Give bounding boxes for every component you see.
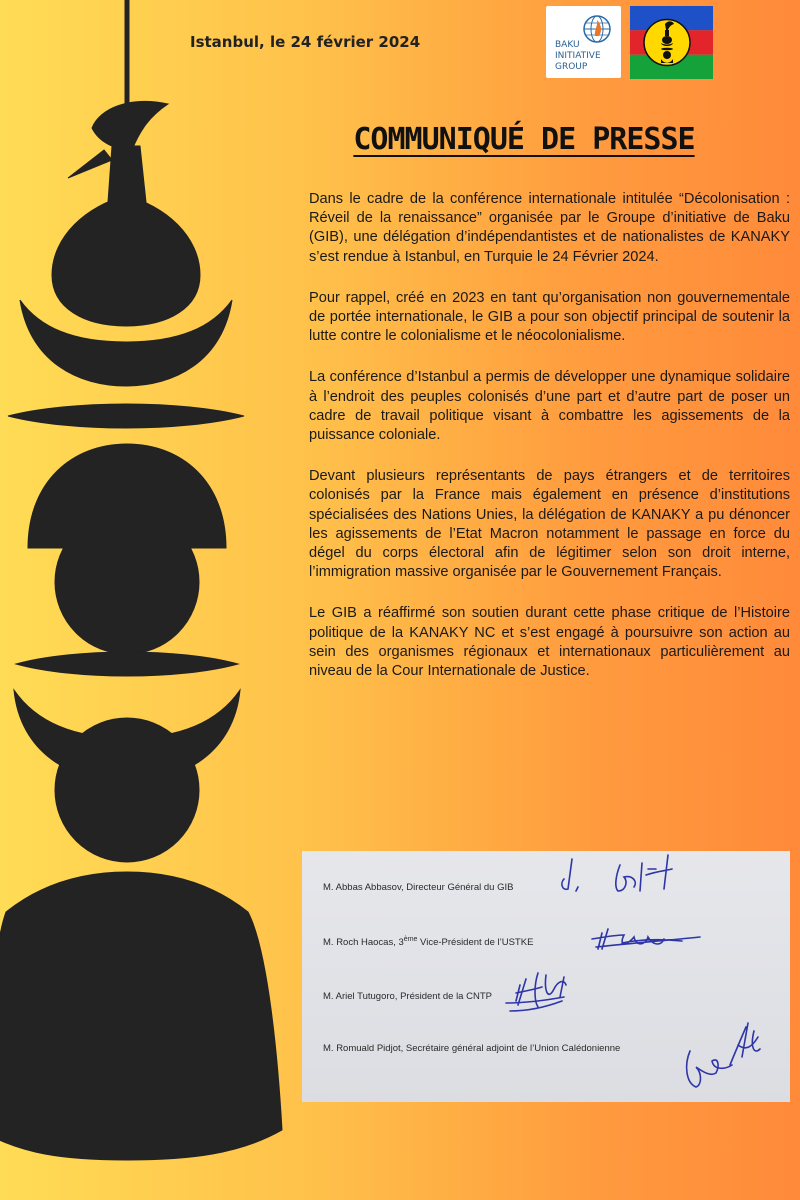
signatory-tutugoro: M. Ariel Tutugoro, Président de la CNTP [323, 991, 492, 1002]
handwritten-signatures [302, 851, 790, 1102]
signatory-haocas: M. Roch Haocas, 3ème Vice-Président de l’USTKE [323, 936, 534, 949]
signatory-pidjot: M. Romuald Pidjot, Secrétaire général adjoint de l’Union Calédonienne [323, 1043, 621, 1054]
page-title: COMMUNIQUÉ DE PRESSE [353, 122, 695, 157]
signature-abbasov [562, 855, 672, 891]
signature-panel [302, 851, 790, 1102]
gib-logo-text: BAKU INITIATIVE GROUP [555, 40, 601, 72]
kanaky-flag [630, 6, 713, 79]
paragraph-2: Pour rappel, créé en 2023 en tant qu’organisation non gouvernementale de portée internationale, le GIB a pour son objectif principal de soutenir la lutte contre le colonialisme et le néocolonialisme. [309, 289, 790, 345]
signature-tutugoro [506, 973, 566, 1011]
signature-haocas [592, 929, 700, 949]
paragraph-5: Le GIB a réaffirmé son soutien durant cette phase critique de l’Histoire politique de la KANAKY NC et s’est engagé à poursuivre son action au sein des organismes régionaux et internationaux particulièrement au niveau de la Cour Internationale de Justice. [309, 605, 790, 680]
paragraph-3: La conférence d’Istanbul a permis de développer une dynamique solidaire à l’endroit des peuples colonisés d’une part et d’autre part de poser un cadre de travail politique visant à combattre les agissements de la puissance coloniale. [309, 369, 790, 444]
fleche-faitiere-silhouette [0, 0, 300, 1200]
signatory-abbasov: M. Abbas Abbasov, Directeur Général du GIB [323, 882, 514, 893]
baku-initiative-group-logo [546, 6, 621, 78]
press-release-body [309, 190, 790, 703]
signature-pidjot [687, 1023, 760, 1087]
paragraph-1: Dans le cadre de la conférence internationale intitulée “Décolonisation : Réveil de la renaissance” organisée par le Groupe d’initiative de Baku (GIB), une délégation d’indépendantistes et de nationalistes de KANAKY s’est rendue à Istanbul, en Turquie le 24 Février 2024. [309, 191, 790, 265]
paragraph-4: Devant plusieurs représentants de pays étrangers et de territoires colonisés par la France mais également en présence d’institutions spécialisées des Nations Unies, la délégation de KANAKY a pu dénoncer les agissements de l’Etat Macron notamment le passage en force du dégel du corps électoral afin de légitimer selon son droit interne, l’immigration massive organisée par le Gouvernement Français. [309, 468, 790, 581]
date-line: Istanbul, le 24 février 2024 [190, 33, 421, 51]
